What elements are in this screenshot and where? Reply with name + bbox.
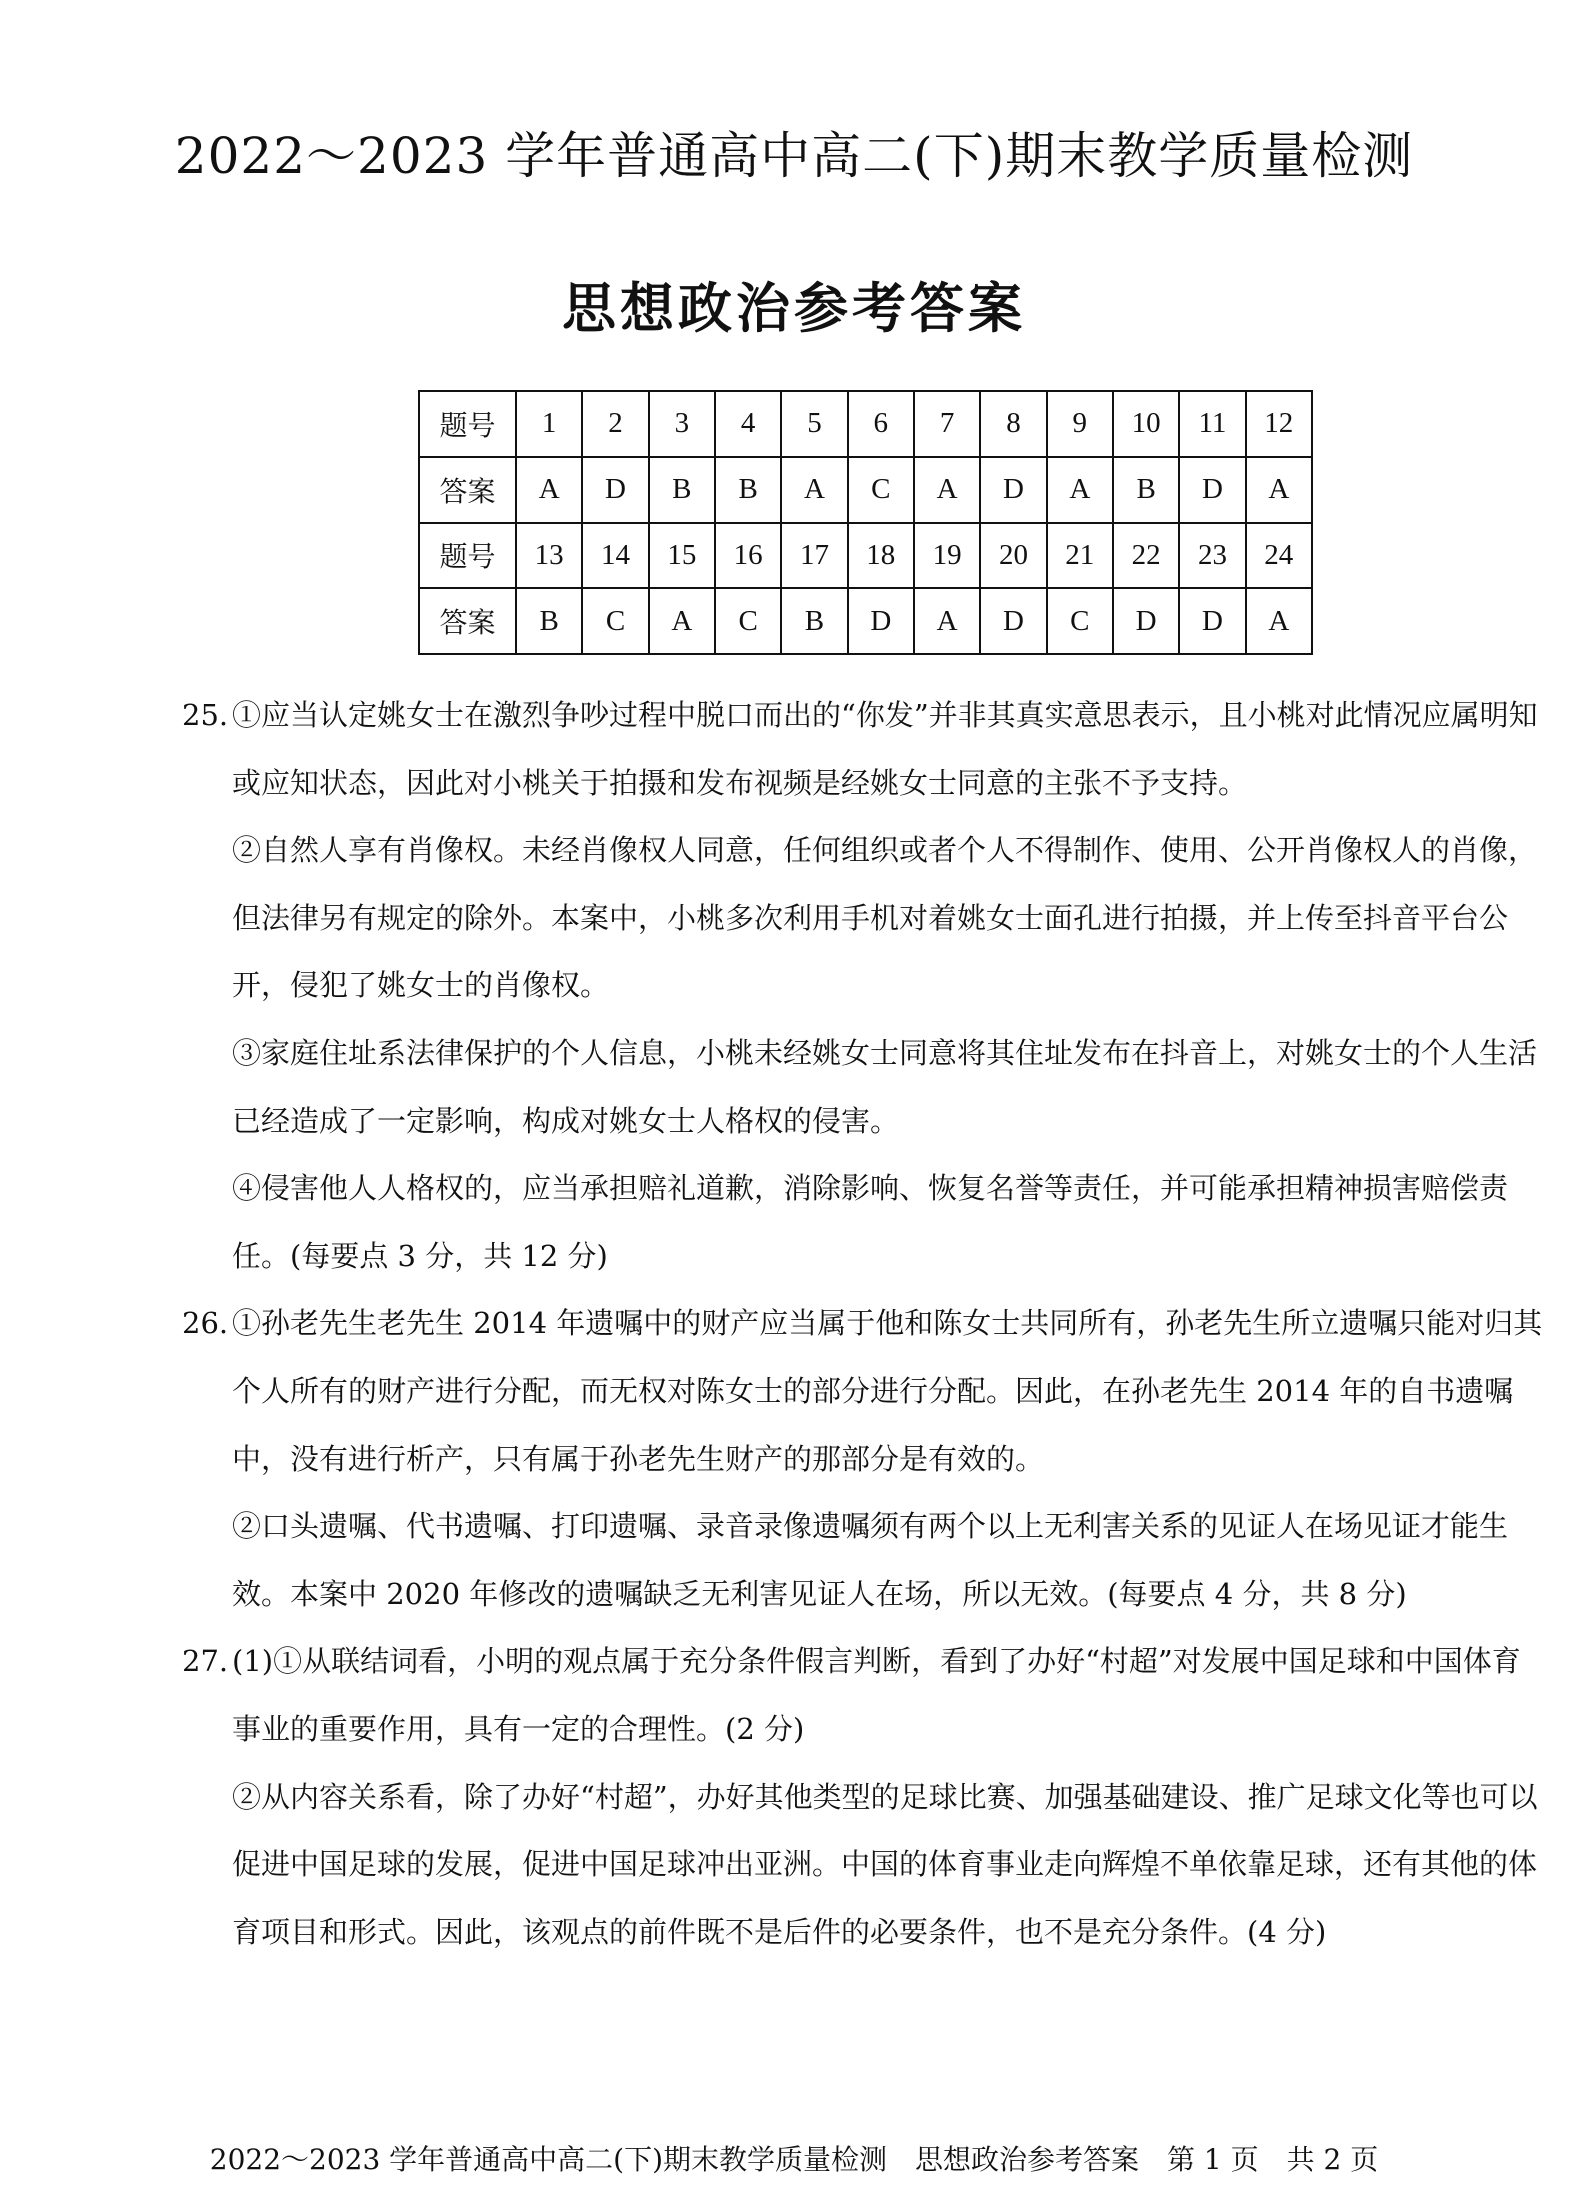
table-cell: 18 xyxy=(848,523,914,589)
table-cell: B xyxy=(781,588,847,654)
table-cell: A xyxy=(914,588,980,654)
answer-content xyxy=(182,682,1544,1966)
answer-table-row xyxy=(419,523,1312,589)
table-cell: 17 xyxy=(781,523,847,589)
table-cell: 1 xyxy=(516,391,582,457)
table-cell: B xyxy=(649,457,715,523)
table-cell: 10 xyxy=(1113,391,1179,457)
table-cell: A xyxy=(914,457,980,523)
table-cell: C xyxy=(848,457,914,523)
table-cell: B xyxy=(516,588,582,654)
table-cell: 24 xyxy=(1246,523,1312,589)
question-26-point-2: ②口头遗嘱、代书遗嘱、打印遗嘱、录音录像遗嘱须有两个以上无利害关系的见证人在场见证才能生效。本案中 2020 年修改的遗嘱缺乏无利害见证人在场，所以无效。(每要点 4 分，共 8 分) xyxy=(232,1509,1509,1611)
table-cell: A xyxy=(781,457,847,523)
table-cell: 7 xyxy=(914,391,980,457)
table-cell: A xyxy=(516,457,582,523)
table-cell: 13 xyxy=(516,523,582,589)
question-25-point-3: ③家庭住址系法律保护的个人信息，小桃未经姚女士同意将其住址发布在抖音上，对姚女士的个人生活已经造成了一定影响，构成对姚女士人格权的侵害。 xyxy=(232,1035,1538,1138)
table-cell: C xyxy=(715,588,781,654)
table-cell: 4 xyxy=(715,391,781,457)
table-cell: D xyxy=(848,588,914,654)
table-cell: D xyxy=(582,457,648,523)
question-number: 25. xyxy=(182,698,229,732)
table-cell: 8 xyxy=(980,391,1046,457)
question-27-point-2: ②从内容关系看，除了办好“村超”，办好其他类型的足球比赛、加强基础建设、推广足球文化等也可以促进中国足球的发展，促进中国足球冲出亚洲。中国的体育事业走向辉煌不单依靠足球，还有其他的体育项目和形式。因此，该观点的前件既不是后件的必要条件，也不是充分条件。(4 分) xyxy=(232,1779,1538,1949)
table-cell: B xyxy=(1113,457,1179,523)
answer-table xyxy=(418,390,1313,655)
question-27-point-1: 27. (1)①从联结词看，小明的观点属于充分条件假言判断，看到了办好“村超”对发展中国足球和中国体育事业的重要作用，具有一定的合理性。(2 分) xyxy=(182,1628,1544,1763)
table-cell: 22 xyxy=(1113,523,1179,589)
table-cell: A xyxy=(1246,588,1312,654)
table-cell: 23 xyxy=(1179,523,1245,589)
table-cell: A xyxy=(649,588,715,654)
row-label: 答案 xyxy=(419,588,516,654)
table-cell: 14 xyxy=(582,523,648,589)
table-cell: A xyxy=(1246,457,1312,523)
answer-table-row xyxy=(419,391,1312,457)
table-cell: 19 xyxy=(914,523,980,589)
table-cell: 11 xyxy=(1179,391,1245,457)
page-footer: 2022～2023 学年普通高中高二(下)期末教学质量检测 思想政治参考答案 第 1 页 共 2 页 xyxy=(209,2143,1379,2176)
table-cell: C xyxy=(582,588,648,654)
table-cell: D xyxy=(1179,588,1245,654)
table-cell: D xyxy=(980,588,1046,654)
table-cell: 16 xyxy=(715,523,781,589)
question-number: 26. xyxy=(182,1306,229,1341)
document-subtitle: 思想政治参考答案 xyxy=(562,276,1026,340)
table-cell: 6 xyxy=(848,391,914,457)
answer-table-row xyxy=(419,588,1312,654)
row-label: 答案 xyxy=(419,457,516,523)
table-cell: 20 xyxy=(980,523,1046,589)
table-cell: 9 xyxy=(1047,391,1113,457)
question-number: 27. xyxy=(182,1644,229,1679)
question-25-point-1: 25. ①应当认定姚女士在激烈争吵过程中脱口而出的“你发”并非其真实意思表示，且小桃对此情况应属明知或应知状态，因此对小桃关于拍摄和发布视频是经姚女士同意的主张不予支持。 xyxy=(182,682,1544,817)
table-cell: 5 xyxy=(781,391,847,457)
document-title: 2022～2023 学年普通高中高二(下)期末教学质量检测 xyxy=(174,127,1414,185)
answer-table-row xyxy=(419,457,1312,523)
row-label: 题号 xyxy=(419,523,516,589)
row-label: 题号 xyxy=(419,391,516,457)
table-cell: 2 xyxy=(582,391,648,457)
question-25-point-2: ②自然人享有肖像权。未经肖像权人同意，任何组织或者个人不得制作、使用、公开肖像权人的肖像，但法律另有规定的除外。本案中，小桃多次利用手机对着姚女士面孔进行拍摄，并上传至抖音平台公开，侵犯了姚女士的肖像权。 xyxy=(232,833,1538,1003)
table-cell: D xyxy=(1113,588,1179,654)
table-cell: D xyxy=(980,457,1046,523)
table-cell: 3 xyxy=(649,391,715,457)
question-26-point-1: 26. ①孙老先生老先生 2014 年遗嘱中的财产应当属于他和陈女士共同所有，孙老先生所立遗嘱只能对归其个人所有的财产进行分配，而无权对陈女士的部分进行分配。因此，在孙老先生 2014 年的自书遗嘱中，没有进行析产，只有属于孙老先生财产的那部分是有效的。 xyxy=(182,1290,1544,1493)
table-cell: A xyxy=(1047,457,1113,523)
table-cell: C xyxy=(1047,588,1113,654)
table-cell: B xyxy=(715,457,781,523)
table-cell: 15 xyxy=(649,523,715,589)
table-cell: 21 xyxy=(1047,523,1113,589)
question-25-point-4: ④侵害他人人格权的，应当承担赔礼道歉，消除影响、恢复名誉等责任，并可能承担精神损害赔偿责任。(每要点 3 分，共 12 分) xyxy=(232,1171,1509,1273)
table-cell: 12 xyxy=(1246,391,1312,457)
table-cell: D xyxy=(1179,457,1245,523)
